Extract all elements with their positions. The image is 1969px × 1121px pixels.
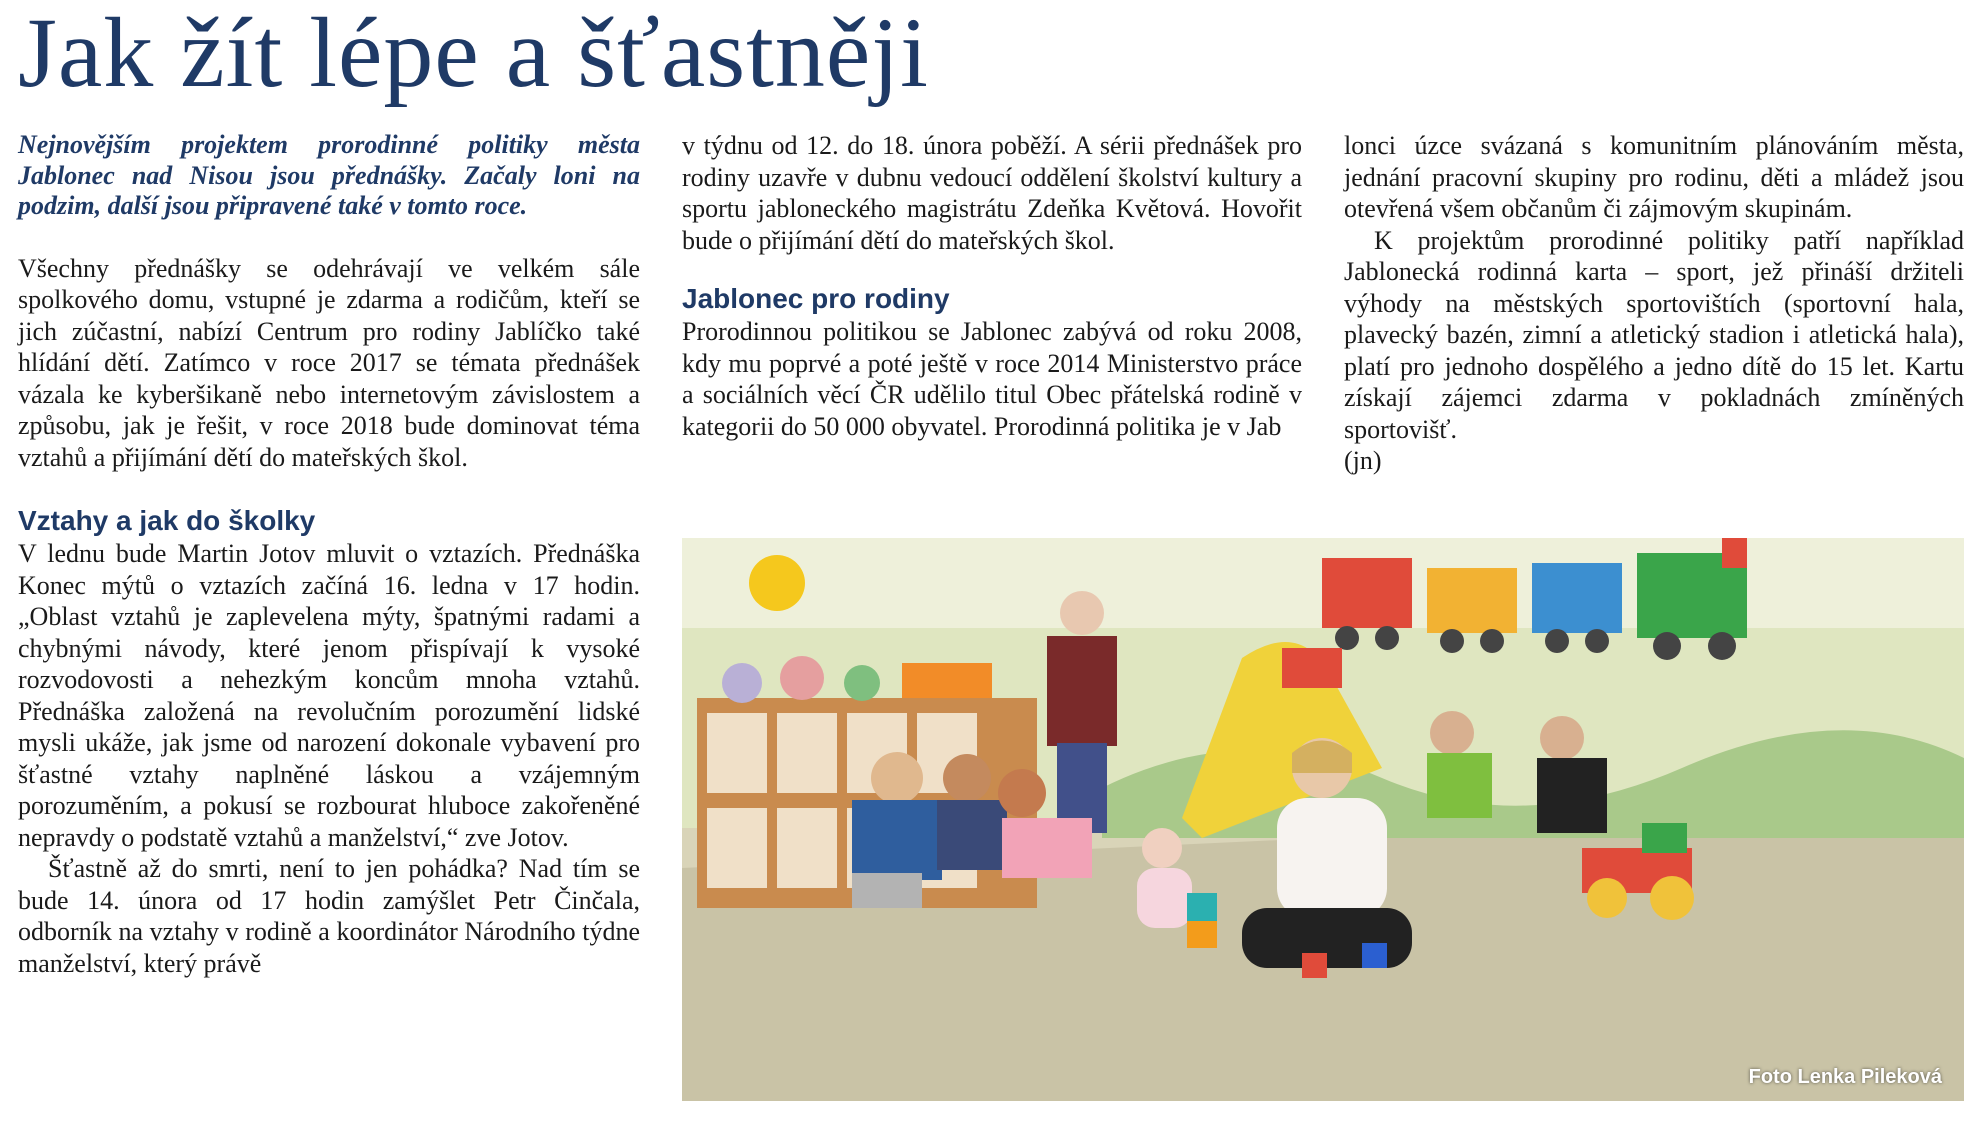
photo-credit: Foto Lenka Pileková <box>1748 1066 1942 1088</box>
column-2 <box>682 130 1302 442</box>
intro-paragraph: Všechny přednášky se odehrávají ve velkém sále spolkového domu, vstupné je zdarma a rodičům, kteří se jich zúčastní, nabízí Centrum pro rodiny Jablíčko také hlídání dětí. Zatímco v roce 2017 se témata přednášek vázala ke kyberšikaně nebo internetovým závislostem a způsobu, jak je řešit, v roce 2018 bude dominovat téma vztahů a přijímání dětí do mateřských škol. <box>18 253 640 472</box>
column-3 <box>1344 130 1964 477</box>
headline: Jak žít lépe a šťastněji <box>18 0 929 108</box>
photo-illustration <box>682 538 1964 1101</box>
section1-paragraph-2b: v týdnu od 12. do 18. února poběží. A sérii přednášek pro rodiny uzavře v dubnu vedoucí oddělení školství kultury a sportu jabloneckého magistrátu Zdeňka Květová. Hovořit bude o přijímání dětí do mateřských škol. <box>682 131 1302 255</box>
section-heading-relationships: Vztahy a jak do školky <box>18 505 316 536</box>
lead-paragraph: Nejnovějším projektem prorodinné politiky města Jablonec nad Nisou jsou přednášky. Začaly loni na podzim, další jsou připravené také v tomto roce. <box>18 130 640 220</box>
section1-paragraph-2a: Šťastně až do smrti, není to jen pohádka? Nad tím se bude 14. února od 17 hodin zamýšlet Petr Činčala, odborník na vztahy v rodině a koordinátor Národního týdne manželství, který právě <box>18 854 640 978</box>
section2-paragraph-2: K projektům prorodinné politiky patří například Jablonecká rodinná karta – sport, jež přináší držiteli výhody na městských sportovištích (sportovní hala, plavecký bazén, zimní a atletický stadion i atletická hala), platí pro jednoho dospělého a jedno dítě do 15 let. Kartu získají zájemci zdarma v pokladnách zmíněných sportovišť. <box>1344 225 1964 444</box>
section2-paragraph-1b: lonci úzce svázaná s komunitním plánováním města, jednání pracovní skupiny pro rodinu, děti a mládež jsou otevřená všem občanům či zájmovým skupinám. <box>1344 131 1964 223</box>
section1-paragraph-1: V lednu bude Martin Jotov mluvit o vztazích. Přednáška Konec mýtů o vztazích začíná 16. ledna v 17 hodin. „Oblast vztahů je zaplevelena mýty, špatnými radami a chybnými návody, které jenom přispívají k vysoké rozvodovosti a nehezkým koncům mnoha vztahů. Přednáška založená na revolučním porozumění lidské mysli ukáže, jak jsme od narození dokonale vybavení pro šťastné vztahy naplněné láskou a vzájemným porozuměním, a pokusí se rozbourat hluboce zakořeněné nepravdy o podstatě vztahů a manželství,“ zve Jotov. <box>18 539 640 852</box>
section2-paragraph-1a: Prorodinnou politikou se Jablonec zabývá od roku 2008, kdy mu poprvé a poté ještě v roce 2014 Ministerstvo práce a sociálních věcí ČR udělilo titul Obec přátelská rodině v kategorii do 50 000 obyvatel. Prorodinná politika je v Jab <box>682 317 1302 441</box>
author-signature: (jn) <box>1344 446 1382 475</box>
section-heading-jablonec: Jablonec pro rodiny <box>682 283 950 314</box>
column-1 <box>18 130 640 979</box>
article-photo <box>682 538 1964 1101</box>
